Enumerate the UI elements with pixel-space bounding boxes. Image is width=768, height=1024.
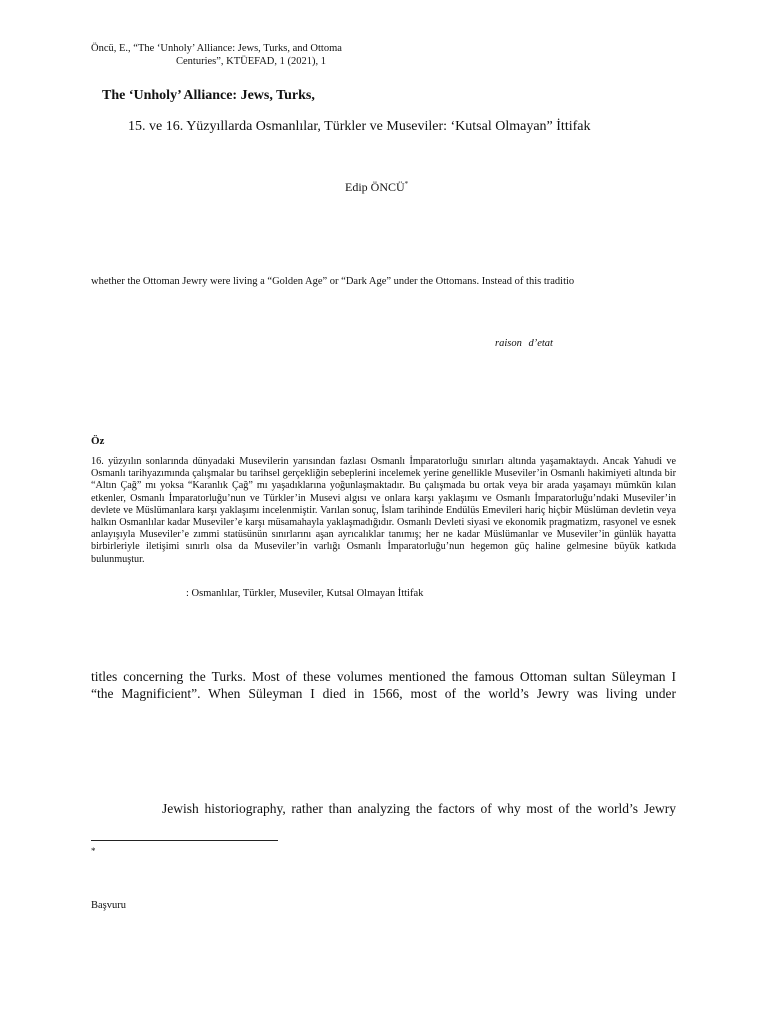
footnote-separator (91, 840, 278, 841)
english-abstract-fragment: whether the Ottoman Jewry were living a “Golden Age” or “Dark Age” under the Ottomans. Instead of this traditio (91, 276, 575, 287)
turkish-title: 15. ve 16. Yüzyıllarda Osmanlılar, Türkler ve Museviler: ‘Kutsal Olmayan” İttifak (128, 119, 591, 134)
author-name (345, 180, 408, 195)
author-name-text: Edip ÖNCÜ (345, 180, 405, 194)
oz-heading: Öz (91, 435, 105, 447)
citation-line-1: Öncü, E., “The ‘Unholy’ Alliance: Jews, Turks, and Ottoma (91, 43, 342, 54)
english-title: The ‘Unholy’ Alliance: Jews, Turks, (102, 88, 315, 103)
citation-line-2: Centuries”, KTÜEFAD, 1 (2021), 1 (176, 56, 326, 67)
body-line-3: Jewish historiography, rather than analyzing the factors of why most of the world’s Jewry (162, 801, 676, 816)
body-line-2: “the Magnificient”. When Süleyman I died in 1566, most of the world’s Jewry was living under (91, 686, 676, 701)
footer-label: Başvuru (91, 900, 126, 911)
body-line-1: titles concerning the Turks. Most of these volumes mentioned the famous Ottoman sultan Süleyman I (91, 669, 676, 684)
oz-abstract-text: 16. yüzyılın sonlarında dünyadaki Musevilerin yarısından fazlası Osmanlı İmparatorluğu sınırları altında yaşamaktaydı. Ancak Yahudi ve Osmanlı tarihyazımında çalışmalar bu tarihsel gerçekliğin sebeplerini incelemek yerine genellikle Museviler’in Osmanlı hakimiyeti altında bir “Altın Çağ” mı yoksa “Karanlık Çağ” mı yaşadıklarına yoğunlaşmaktadır. Bu çalışmada bu ortak veya bir arada yaşamayı mümkün kılan etkenler, Osmanlı İmparatorluğu’nun ve Türkler’in Musevi algısı ve onlara karşı yaklaşımı ve Osmanlı İmparatorluğu’ndaki Museviler’in devlete ve Müslümanlara karşı yaklaşımı incelenmiştir. Varılan sonuç, İslam tarihinde Endülüs Emevileri hariç hiçbir Müslüman devletin veya halkın Osmanlılar kadar Museviler’e karşı müsamahayla yaklaşmadığıdır. Osmanlı Devleti siyasi ve ekonomik pragmatizm, rasyonel ve esnek anlayışıyla Museviler’e zımmi statüsünün sınırlarını aşan ayrıcalıklar tanımış; her ne kadar Müslümanlar ve Museviler’in günlük hayatta birbirleriyle iletişimi sınırlı olsa da Museviler’in varlığı Osmanlı İmparatorluğu’nun hegemon güç haline gelmesine büyük katkıda bulunmuştur. (91, 456, 676, 565)
italic-term: raison d’etat (495, 338, 553, 349)
keywords: : Osmanlılar, Türkler, Museviler, Kutsal Olmayan İttifak (186, 588, 424, 599)
footnote-mark: * (91, 846, 96, 856)
author-footnote-mark: * (404, 180, 409, 188)
